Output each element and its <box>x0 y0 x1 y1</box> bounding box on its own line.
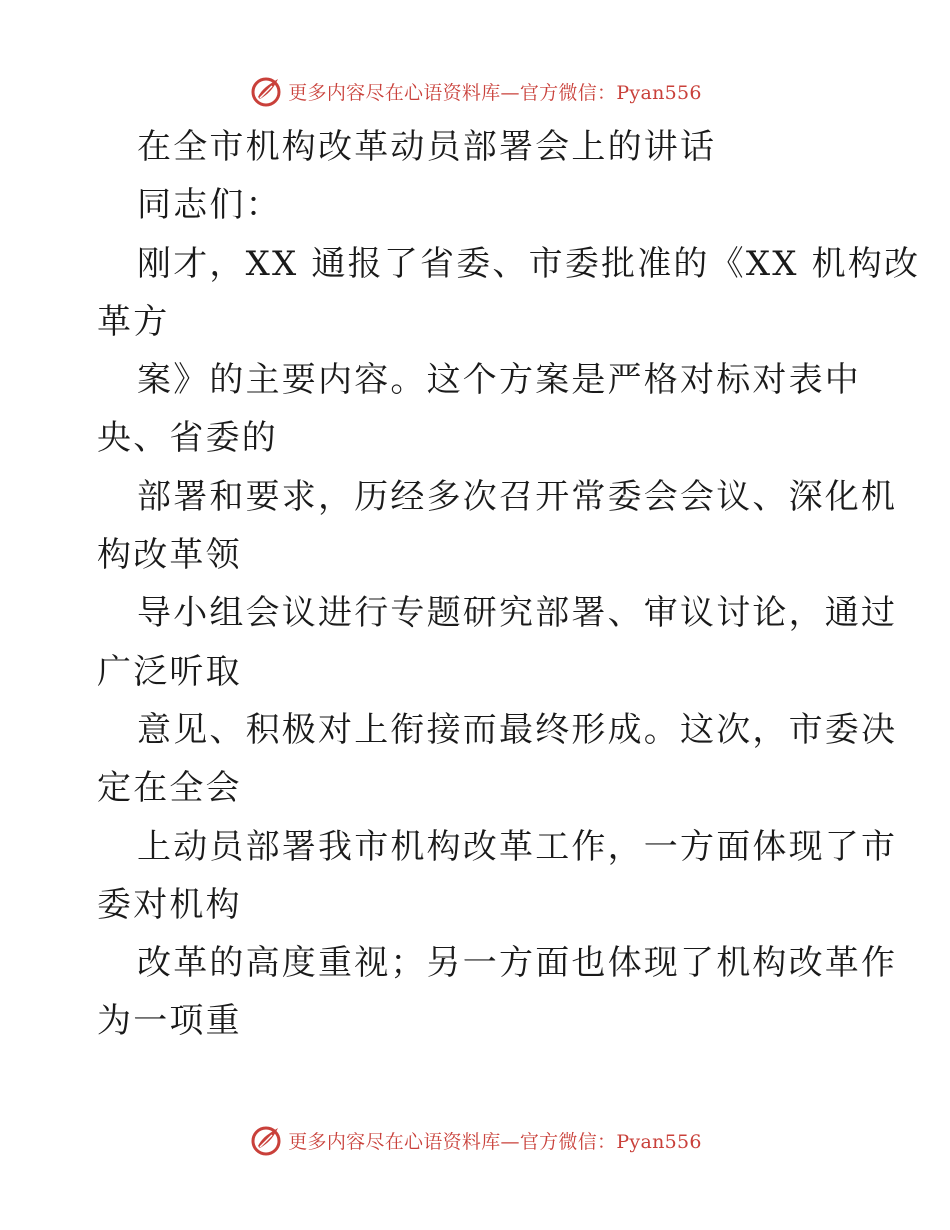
header-watermark <box>0 71 950 111</box>
text-line: 委对机构 <box>97 884 242 925</box>
text-line: 改革的高度重视；另一方面也体现了机构改革作 <box>137 943 898 984</box>
text-line: 案》的主要内容。这个方案是严格对标对表中 <box>137 360 861 401</box>
text-line: 革方 <box>97 301 170 342</box>
text-line: 为一项重 <box>97 1001 242 1042</box>
text-line: 部署和要求，历经多次召开常委会会议、深化机 <box>137 476 898 517</box>
quill-logo-icon <box>248 1122 284 1158</box>
document-body <box>97 118 921 1051</box>
text-line: 央、省委的 <box>97 418 278 459</box>
text-line: 导小组会议进行专题研究部署、审议讨论，通过 <box>137 593 898 634</box>
document-title: 在全市机构改革动员部署会上的讲话 <box>137 127 717 167</box>
text-line: 意见、积极对上衔接而最终形成。这次，市委决 <box>137 709 898 750</box>
quill-logo-icon <box>248 73 284 109</box>
watermark-text: 更多内容尽在心语资料库—官方微信：Pyan556 <box>288 81 702 104</box>
watermark-text: 更多内容尽在心语资料库—官方微信：Pyan556 <box>288 1130 702 1153</box>
footer-watermark <box>0 1120 950 1160</box>
text-line: 刚才，XX 通报了省委、市委批准的《XX 机构改 <box>137 243 921 284</box>
text-line: 上动员部署我市机构改革工作，一方面体现了市 <box>137 826 898 867</box>
text-line: 构改革领 <box>97 535 242 576</box>
text-line: 定在全会 <box>97 768 242 809</box>
text-line: 广泛听取 <box>97 651 242 692</box>
salutation: 同志们： <box>137 185 282 226</box>
